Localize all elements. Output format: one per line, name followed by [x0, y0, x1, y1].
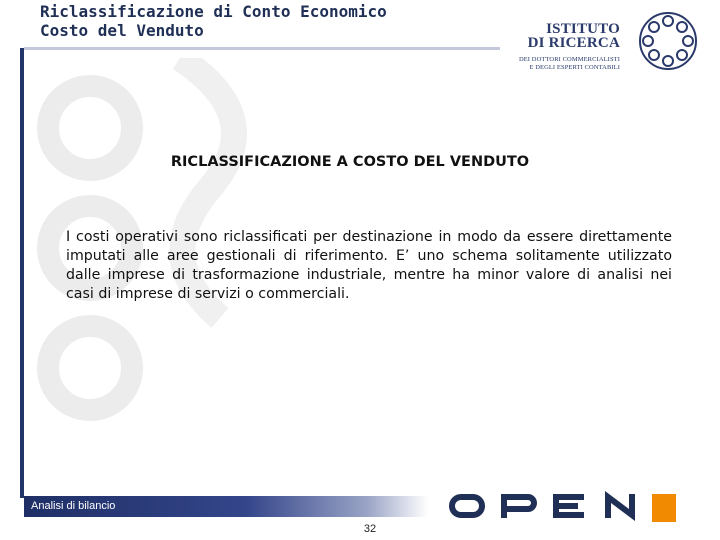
body-paragraph: I costi operativi sono riclassificati per destinazione in modo da essere direttamente imputati alle aree gestionali di riferimento. E’ uno schema solitamente utilizzato dalle imprese di trasformazione industriale, mentre ha minor valore di analisi nei casi di imprese di servizi o commerciali. [66, 229, 672, 302]
logo-line-2: DI RICERCA [527, 35, 620, 51]
title-line-2: Costo del Venduto [40, 21, 204, 40]
left-accent-bar [20, 48, 24, 498]
footer-label: Analisi di bilancio [31, 500, 116, 512]
logo-subtitle [500, 56, 620, 72]
slide-title [40, 2, 387, 40]
institute-emblem-icon [637, 10, 699, 72]
open-logo-icon [446, 488, 646, 524]
title-line-1: Riclassificazione di Conto Economico [40, 2, 387, 21]
logo-sub-line-2: E DEGLI ESPERTI CONTABILI [529, 64, 620, 71]
section-heading: RICLASSIFICAZIONE A COSTO DEL VENDUTO [170, 154, 530, 170]
institute-logo-text [500, 22, 620, 72]
page-number: 32 [363, 523, 377, 535]
logo-line-1: ISTITUTO [546, 21, 620, 37]
header-divider [24, 47, 500, 50]
percent-badge-icon [652, 494, 676, 522]
logo-sub-line-1: DEI DOTTORI COMMERCIALISTI [518, 56, 620, 63]
